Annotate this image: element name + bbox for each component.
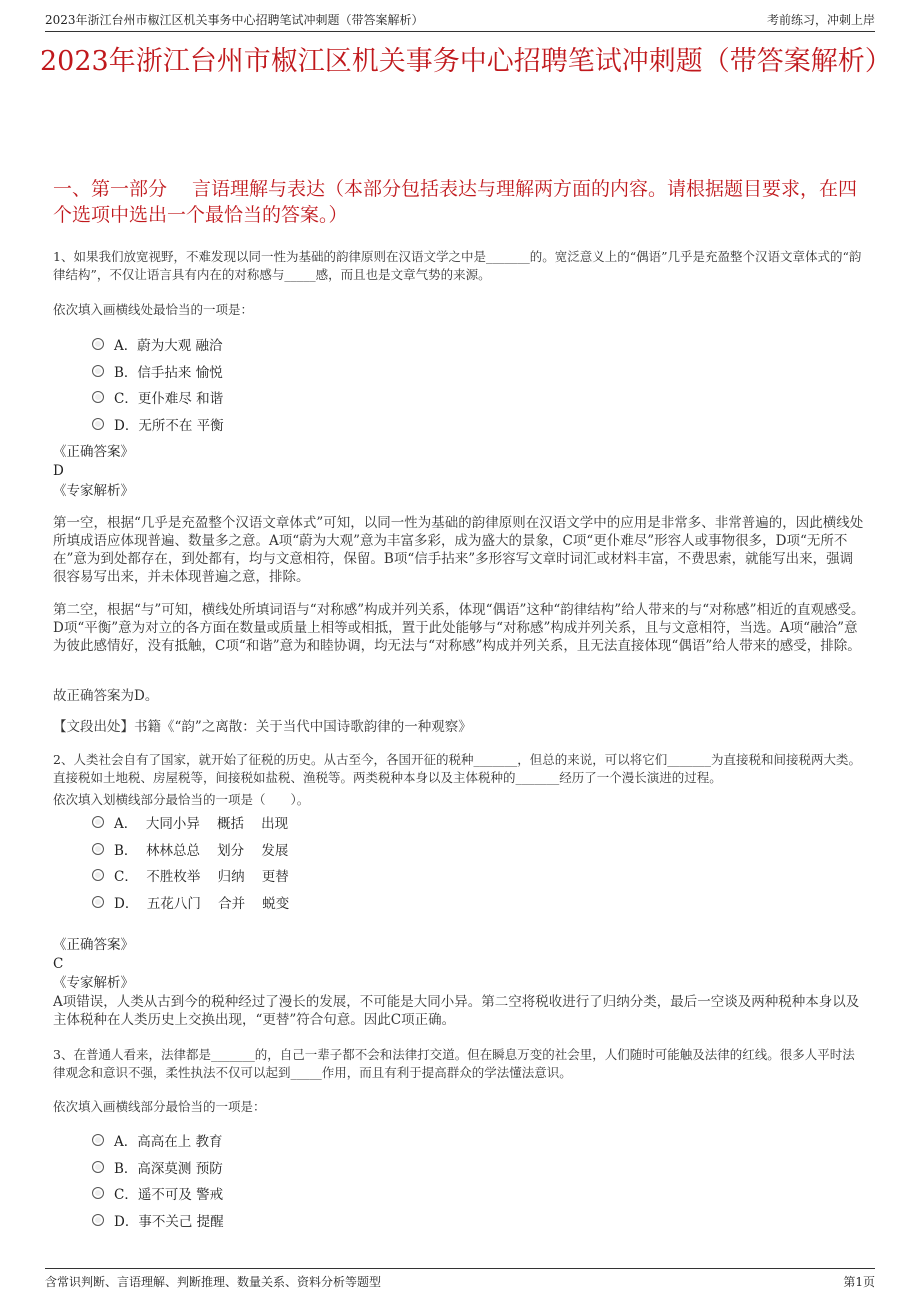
header-right: 考前练习，冲刺上岸 (766, 13, 875, 27)
q3-option-d[interactable]: D．事不关己 提醒 (92, 1207, 224, 1234)
page-footer (45, 1268, 875, 1290)
q1-options (92, 331, 224, 437)
radio-icon[interactable] (92, 391, 104, 403)
q1-option-b[interactable]: B．信手拈来 愉悦 (92, 358, 224, 385)
q2-prompt: 依次填入划横线部分最恰当的一项是（ ）。 (53, 792, 310, 807)
radio-icon[interactable] (92, 1214, 104, 1226)
q1-option-a[interactable]: A．蔚为大观 融洽 (92, 331, 224, 358)
q2-option-b[interactable]: B． 林林总总 划分 发展 (92, 836, 289, 863)
q1-source: 【文段出处】书籍《“韵”之离散：关于当代中国诗歌韵律的一种观察》 (53, 719, 472, 735)
radio-icon[interactable] (92, 816, 104, 828)
q3-prompt: 依次填入画横线部分最恰当的一项是： (53, 1099, 266, 1114)
section-heading: 一、第一部分 言语理解与表达（本部分包括表达与理解两方面的内容。请根据题目要求，在四个选项中选出一个最恰当的答案。） (53, 178, 858, 226)
q1-analysis-label: 《专家解析》 (53, 483, 134, 499)
q3-stem: 3、在普通人看来，法律都是_______的，自己一辈子都不会和法律打交道。但在瞬息万变的社会里，人们随时可能触及法律的红线。很多人平时法律观念和意识不强，柔性执法不仅可以起到_____作用，而且有利于提高群众的学法懂法意识。 (53, 1047, 855, 1080)
q1-option-c[interactable]: C．更仆难尽 和谐 (92, 384, 224, 411)
q3-option-b[interactable]: B．高深莫测 预防 (92, 1154, 224, 1181)
q1-prompt: 依次填入画横线处最恰当的一项是： (53, 302, 254, 317)
q2-stem: 2、人类社会自有了国家，就开始了征税的历史。从古至今，各国开征的税种_______，但总的来说，可以将它们_______为直接税和间接税两大类。直接税如土地税、房屋税等，间接税如盐税、渔税等。两类税种本身以及主体税种的_______经历了一个漫长演进的过程。 (53, 752, 861, 785)
document-title: 2023年浙江台州市椒江区机关事务中心招聘笔试冲刺题（带答案解析） (40, 46, 892, 77)
q1-answer: D (53, 463, 64, 479)
q3-options (92, 1127, 224, 1233)
q2-option-a[interactable]: A． 大同小异 概括 出现 (92, 809, 289, 836)
q2-analysis-label: 《专家解析》 (53, 975, 134, 991)
q2-answer-label: 《正确答案》 (53, 937, 134, 953)
q2-answer: C (53, 956, 64, 972)
radio-icon[interactable] (92, 338, 104, 350)
q2-option-c[interactable]: C． 不胜枚举 归纳 更替 (92, 862, 289, 889)
radio-icon[interactable] (92, 1161, 104, 1173)
q1-conclusion: 故正确答案为D。 (53, 688, 159, 704)
q2-option-d[interactable]: D． 五花八门 合并 蜕变 (92, 889, 289, 916)
q1-analysis-1: 第一空，根据“几乎是充盈整个汉语文章体式”可知，以同一性为基础的韵律原则在汉语文学中的应用是非常多、非常普遍的，因此横线处所填成语应体现普遍、数量多之意。A项“蔚为大观”意为丰富多彩，成为盛大的景象，C项“更仆难尽”形容人或事物很多，D项“无所不在”意为到处都存在，到处都有，均与文意相符，保留。B项“信手拈来”多形容写文章时词汇或材料丰富，不费思索，就能写出来，强调很容易写出来，并未体现普遍之意，排除。 (53, 515, 864, 585)
q1-stem: 1、如果我们放宽视野，不难发现以同一性为基础的韵律原则在汉语文学之中是_______的。宽泛意义上的“偶语”几乎是充盈整个汉语文章体式的“韵律结构”，不仅让语言具有内在的对称感与_____感，而且也是文章气势的来源。 (53, 249, 862, 282)
footer-left: 含常识判断、言语理解、判断推理、数量关系、资料分析等题型 (45, 1275, 382, 1289)
header-left: 2023年浙江台州市椒江区机关事务中心招聘笔试冲刺题（带答案解析） (45, 13, 424, 27)
radio-icon[interactable] (92, 365, 104, 377)
q1-analysis-2: 第二空，根据“与”可知，横线处所填词语与“对称感”构成并列关系，体现“偶语”这种“韵律结构”给人带来的与“对称感”相近的直观感受。D项“平衡”意为对立的各方面在数量或质量上相等或相抵，置于此处能够与“对称感”构成并列关系，且与文意相符，当选。A项“融洽”意为彼此感情好，没有抵触，C项“和谐”意为和睦协调，均无法与“对称感”构成并列关系，且无法直接体现“偶语”给人带来的感受，排除。 (53, 602, 865, 654)
q2-options (92, 809, 289, 915)
q2-analysis: A项错误，人类从古到今的税种经过了漫长的发展，不可能是大同小异。第二空将税收进行了归纳分类，最后一空谈及两种税种本身以及主体税种在人类历史上交换出现，“更替”符合句意。因此C项正确。 (53, 994, 860, 1028)
q3-option-a[interactable]: A．高高在上 教育 (92, 1127, 224, 1154)
radio-icon[interactable] (92, 869, 104, 881)
q1-answer-label: 《正确答案》 (53, 444, 134, 460)
page-number: 第1页 (843, 1275, 875, 1289)
page-header (45, 10, 875, 32)
radio-icon[interactable] (92, 418, 104, 430)
q1-option-d[interactable]: D．无所不在 平衡 (92, 411, 224, 438)
radio-icon[interactable] (92, 1134, 104, 1146)
radio-icon[interactable] (92, 843, 104, 855)
radio-icon[interactable] (92, 896, 104, 908)
radio-icon[interactable] (92, 1187, 104, 1199)
q3-option-c[interactable]: C．遥不可及 警戒 (92, 1180, 224, 1207)
